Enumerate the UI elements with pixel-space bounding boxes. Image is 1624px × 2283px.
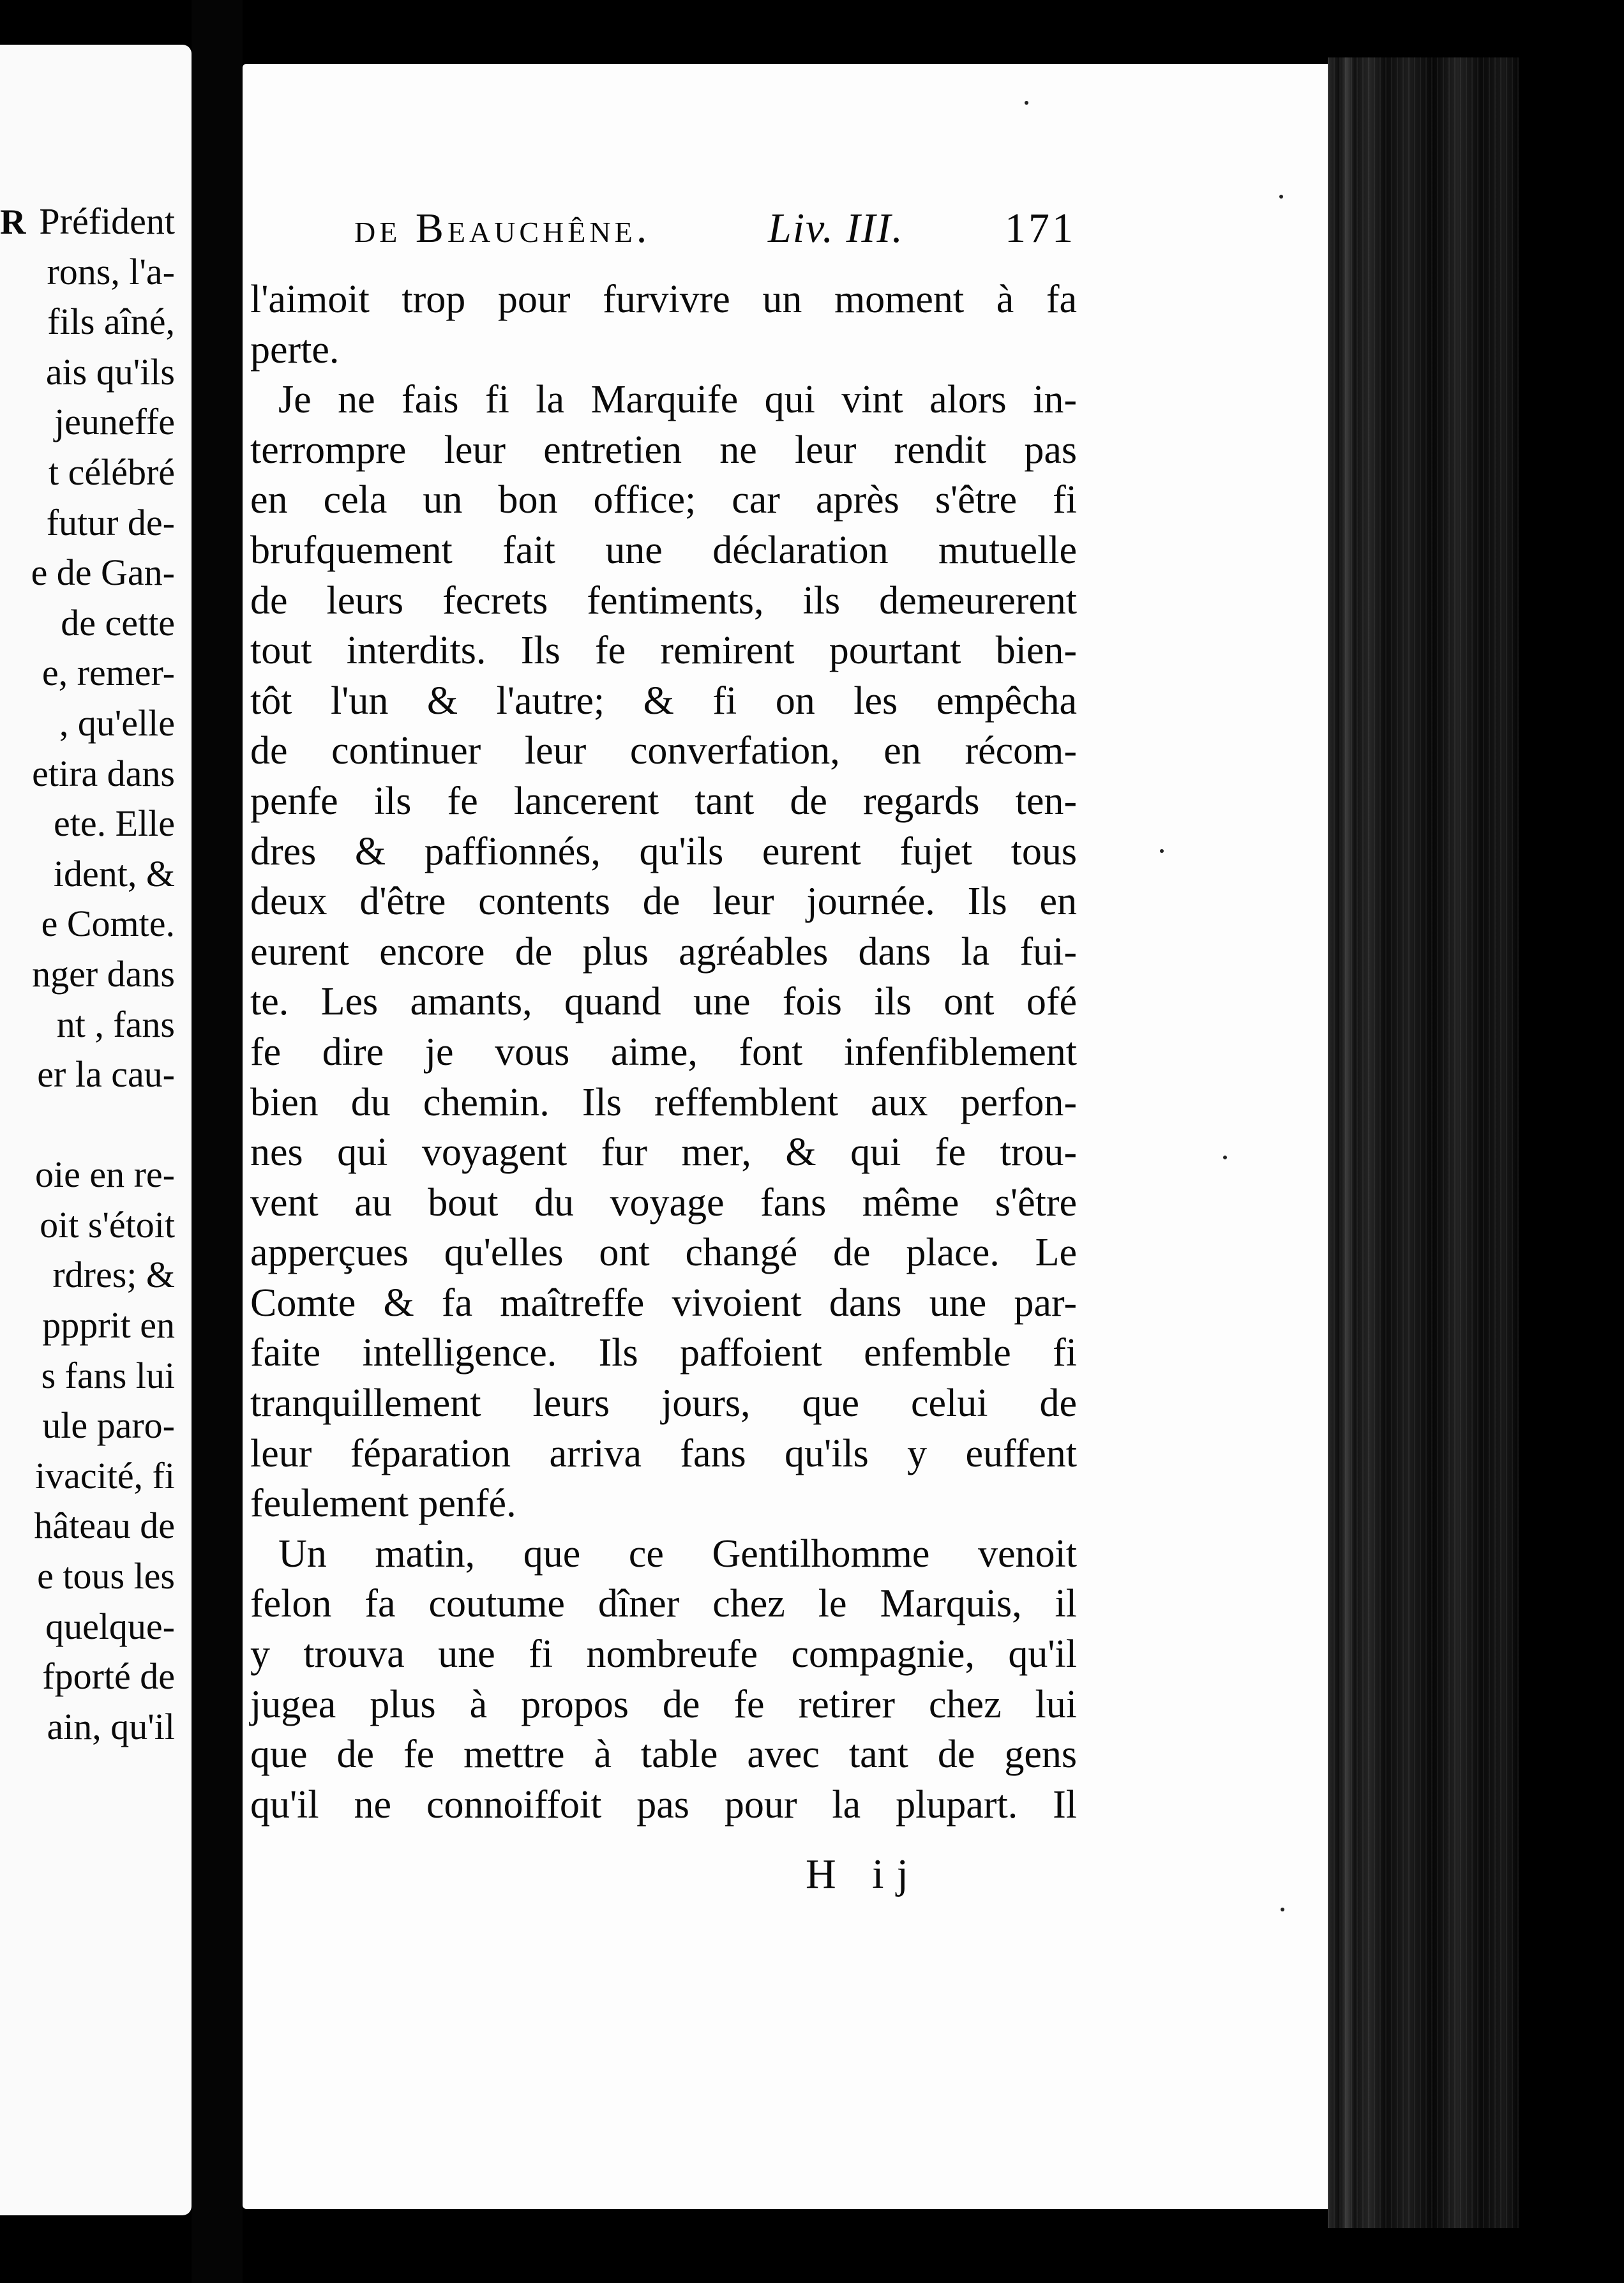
left-page-line: e, remer- [41,652,175,694]
body-line: l'aimoit trop pour furvivre un moment à fa [250,278,1077,321]
body-line: de leurs fecrets fentiments, ils demeurerent [250,578,1077,622]
body-line: fe dire je vous aime, font infenfiblement [250,1030,1077,1074]
running-head-title: de Beauchêne. [354,205,651,252]
left-page-line: e tous les [37,1555,175,1597]
paper-speck [1281,1908,1284,1911]
body-line: de continuer leur converfation, en récom- [250,729,1077,773]
left-page-line: hâteau de [34,1505,175,1547]
paper-speck [1223,1156,1227,1159]
left-page-line: nger dans [32,953,175,995]
left-page-line: oie en re- [35,1154,175,1196]
left-page-line: ivacité, fi [34,1454,175,1496]
body-line: qu'il ne connoiffoit pas pour la plupart. Il [250,1782,1077,1827]
background-margin [1519,0,1624,2283]
left-page-line: fporté de [42,1655,175,1698]
body-line: nes qui voyagent fur mer, & qui fe trou- [250,1131,1077,1175]
body-line: tranquillement leurs jours, que celui de [250,1382,1077,1426]
left-page-line: rdres; & [52,1254,175,1296]
left-page-line [31,1100,175,1150]
left-page-line: quelque- [45,1605,175,1647]
left-page-line: jeuneffe [54,401,175,443]
left-page-line: nt , fans [56,1003,175,1045]
body-line: penfe ils fe lancerent tant de regards ten- [250,779,1077,823]
signature-mark: H ij [806,1851,921,1897]
left-page-line: e Comte. [41,903,175,945]
paper-speck [1160,849,1164,853]
page-number: 171 [1005,205,1076,252]
body-line: eurent encore de plus agréables dans la fui- [250,930,1077,974]
left-page-line: ule paro- [42,1405,175,1447]
left-page-line: ais qu'ils [45,350,175,393]
body-line: terrompre leur entretien ne leur rendit pas [250,428,1077,472]
running-head [354,204,1076,262]
body-line: Comte & fa maîtreffe vivoient dans une par- [250,1281,1077,1325]
body-line: vent au bout du voyage fans même s'être [250,1180,1077,1224]
left-page-line: ident, & [53,852,175,894]
left-page-line: ete. Elle [53,802,175,845]
left-page-line: , qu'elle [59,702,175,744]
book-gutter [192,0,243,2283]
left-page-text [31,197,175,1752]
body-line: brufquement fait une déclaration mutuelle [250,528,1077,572]
body-text [250,275,1077,1830]
body-line: perte. [250,328,340,372]
body-line: bien du chemin. Ils reffemblent aux perfon- [250,1080,1077,1124]
paper-speck [1279,195,1283,199]
running-head-book: Liv. III. [768,205,904,252]
left-page-line: e de Gan- [31,552,175,594]
left-page-line: rons, l'a- [47,250,175,292]
left-page-line: ppprit en [42,1304,175,1346]
body-line: faite intelligence. Ils paffoient enfemble fi [250,1331,1077,1375]
left-page-line: er la cau- [37,1053,175,1096]
body-line: Je ne fais fi la Marquife qui vint alors in- [278,378,1077,422]
left-page-line: ain, qu'il [47,1705,175,1747]
body-line: leur féparation arriva fans qu'ils y euffent [250,1431,1077,1475]
left-page-line: futur de- [46,501,175,543]
body-line: felon fa coutume dîner chez le Marquis, il [250,1582,1077,1626]
left-page-line: oit s'étoit [40,1203,175,1246]
body-line: deux d'être contents de leur journée. Ils en [250,880,1077,924]
left-page-corner-mark: R [0,202,26,242]
left-page-line: etira dans [32,752,175,794]
left-page-line: t célébré [48,451,175,493]
page-fore-edge [1328,57,1519,2228]
left-page-line: de cette [61,601,175,644]
body-line: jugea plus à propos de fe retirer chez lui [250,1682,1077,1726]
body-line: Un matin, que ce Gentilhomme venoit [278,1532,1077,1576]
body-line: que de fe mettre à table avec tant de gens [250,1733,1077,1777]
body-line: apperçues qu'elles ont changé de place. Le [250,1231,1077,1275]
body-line: feulement penfé. [250,1482,516,1526]
body-line: te. Les amants, quand une fois ils ont ofé [250,980,1077,1024]
left-page [0,45,192,2215]
left-page-line: s fans lui [41,1354,175,1396]
body-line: tôt l'un & l'autre; & fi on les empêcha [250,679,1077,723]
body-line: en cela un bon office; car après s'être fi [250,478,1077,522]
body-line: dres & paffionnés, qu'ils eurent fujet tous [250,829,1077,873]
body-line: y trouva une fi nombreufe compagnie, qu'il [250,1632,1077,1676]
paper-speck [1025,101,1028,105]
body-line: tout interdits. Ils fe remirent pourtant bien- [250,629,1077,673]
left-page-line: Préfident [39,200,175,242]
left-page-line: fils aîné, [47,301,175,343]
